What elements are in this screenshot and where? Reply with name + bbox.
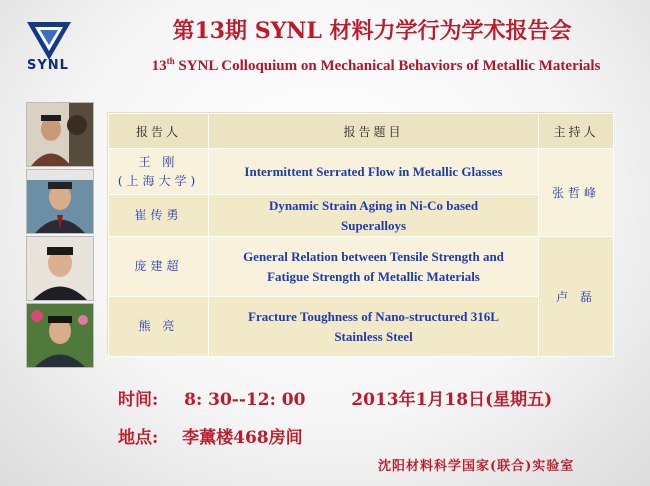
table-row xyxy=(109,149,614,195)
title-ordinal-suffix: th xyxy=(166,56,175,66)
schedule-table-container xyxy=(108,113,613,353)
topic-cell xyxy=(209,297,539,357)
table-row xyxy=(109,297,614,357)
place-label: 地点: xyxy=(118,428,159,448)
topic-line: Dynamic Strain Aging in Ni-Co based xyxy=(268,197,479,213)
speaker-photo-1 xyxy=(26,102,94,167)
speaker-photo-4 xyxy=(26,303,94,368)
table-row xyxy=(109,195,614,237)
host-cell: 张哲峰 xyxy=(539,149,614,237)
speaker-photo-2 xyxy=(26,169,94,234)
header-host: 主持人 xyxy=(539,114,614,149)
speaker-photo-3 xyxy=(26,236,94,301)
topic-line: Stainless Steel xyxy=(334,328,413,344)
reporter-name: 王 刚 xyxy=(138,154,179,169)
title-chinese: 第13期 SYNL 材料力学行为学术报告会 xyxy=(172,18,572,44)
time-line xyxy=(118,385,552,410)
organizer-name: 沈阳材料科学国家(联合)实验室 xyxy=(378,459,575,474)
date-value: 2013年1月18日(星期五) xyxy=(351,390,553,410)
reporter-cell xyxy=(109,149,209,195)
logo-text: SYNL xyxy=(27,58,69,73)
reporter-name: 熊 亮 xyxy=(138,319,179,333)
time-value: 8: 30--12: 00 xyxy=(184,390,306,410)
schedule-table xyxy=(108,113,614,357)
title-english-rest: SYNL Colloquium on Mechanical Behaviors of Metallic Materials xyxy=(174,58,601,74)
table-row xyxy=(109,237,614,297)
table-header-row xyxy=(109,114,614,149)
topic-line: Fracture Toughness of Nano-structured 316L xyxy=(248,308,499,324)
reporter-affiliation: (上海大学) xyxy=(117,173,200,188)
topic-cell: Intermittent Serrated Flow in Metallic Glasses xyxy=(209,149,539,195)
header-reporter: 报告人 xyxy=(109,114,209,149)
topic-cell xyxy=(209,195,539,237)
title-english xyxy=(112,56,640,75)
reporter-cell xyxy=(109,195,209,237)
reporter-name: 庞建超 xyxy=(134,259,183,273)
host-cell: 卢 磊 xyxy=(539,237,614,357)
place-value: 李薰楼468房间 xyxy=(182,428,303,448)
reporter-name: 崔传勇 xyxy=(134,208,183,222)
reporter-cell xyxy=(109,237,209,297)
title-ordinal: 13 xyxy=(151,58,167,74)
topic-line: Fatigue Strength of Metallic Materials xyxy=(267,268,480,284)
header-topic: 报告题目 xyxy=(209,114,539,149)
speaker-photos xyxy=(26,102,94,370)
synl-logo-icon xyxy=(25,18,73,62)
topic-line: Superalloys xyxy=(340,217,406,233)
topic-line: General Relation between Tensile Strength and xyxy=(243,248,504,264)
reporter-cell xyxy=(109,297,209,357)
time-label: 时间: xyxy=(118,390,159,410)
topic-cell xyxy=(209,237,539,297)
place-line xyxy=(118,423,303,448)
